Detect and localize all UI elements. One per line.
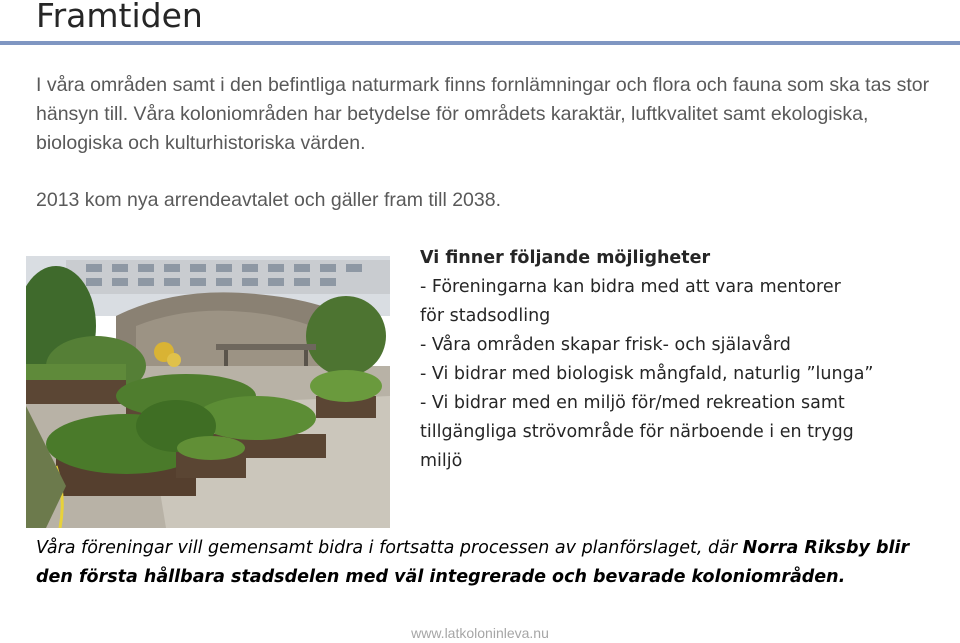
footer-url: www.latkoloninleva.nu [411, 625, 549, 641]
page-title: Framtiden [36, 0, 203, 35]
opportunity-line: för stadsodling [420, 306, 551, 326]
intro-paragraph: I våra områden samt i den befintliga naturmark finns fornlämningar och flora och fauna som ska tas stor hänsyn till. Våra koloniområden har betydelse för områdets karaktär, luftkvalitet samt ekologiska, biologiska och kulturhistoriska värden. [36, 74, 930, 154]
opportunity-line: - Föreningarna kan bidra med att vara mentorer [420, 277, 841, 297]
opportunity-line: - Våra områden skapar frisk- och själavård [420, 335, 791, 355]
opportunities-list [420, 244, 935, 476]
opportunities-heading: Vi finner följande möjligheter [420, 248, 711, 268]
closing-statement [36, 534, 936, 592]
opportunity-line: tillgängliga strövområde för närboende i en trygg [420, 422, 854, 442]
opportunity-line: miljö [420, 451, 463, 471]
closing-text: Våra föreningar vill gemensamt bidra i fortsatta processen av planförslaget, där [36, 538, 743, 558]
garden-photo [26, 256, 390, 528]
title-divider [0, 41, 960, 45]
closing-emphasis: Norra Riksby blir den första hållbara stadsdelen med väl integrerade och bevarade koloniområden. [36, 538, 910, 587]
opportunity-line: - Vi bidrar med en miljö för/med rekreation samt [420, 393, 845, 413]
lease-paragraph: 2013 kom nya arrendeavtalet och gäller fram till 2038. [36, 189, 502, 211]
opportunity-line: - Vi bidrar med biologisk mångfald, naturlig ”lunga” [420, 364, 874, 384]
